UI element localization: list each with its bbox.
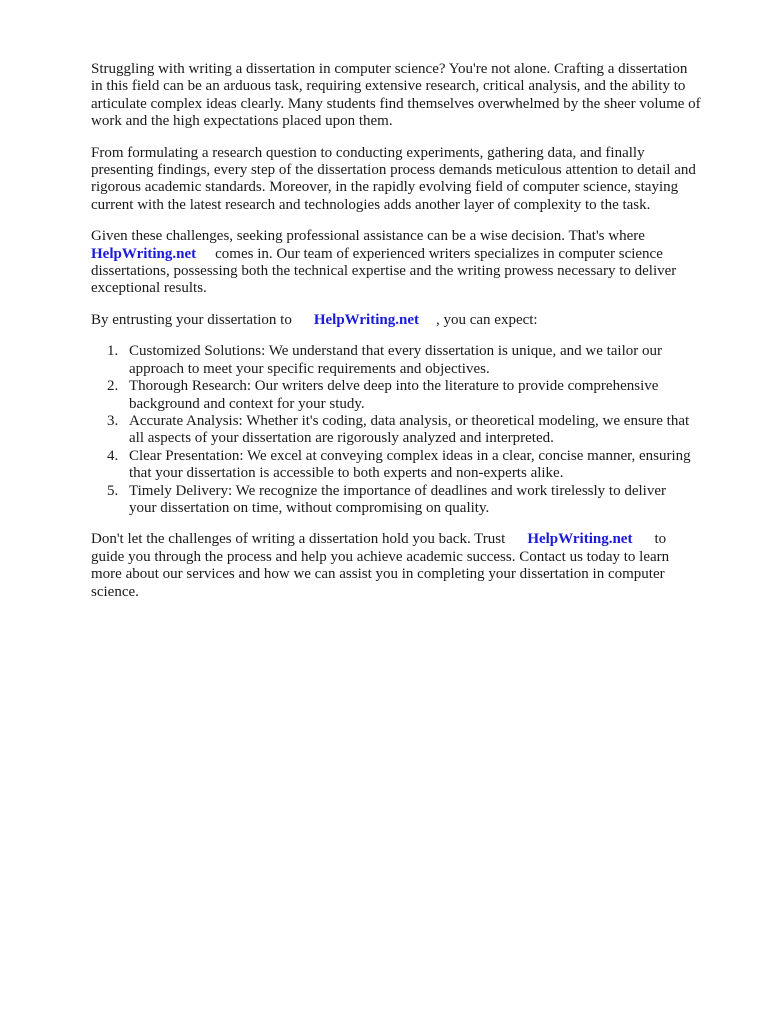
list-number: 1. — [107, 343, 119, 360]
text-line: current with the latest research and technologies adds another layer of complexity to the task. — [91, 196, 651, 213]
list-number: 2. — [107, 378, 119, 395]
text-line: Accurate Analysis: Whether it's coding, data analysis, or theoretical modeling, we ensure that — [129, 412, 690, 429]
text-fragment: Don't let the challenges of writing a dissertation hold you back. Trust — [91, 531, 506, 548]
process-paragraph — [91, 145, 731, 215]
text-line: presenting findings, every step of the dissertation process demands meticulous attention to detail and — [91, 162, 696, 179]
list-number: 5. — [107, 482, 119, 499]
intro-paragraph — [91, 61, 731, 131]
text-line: Struggling with writing a dissertation in computer science? You're not alone. Crafting a dissertation — [91, 61, 688, 77]
text-line: Thorough Research: Our writers delve deep into the literature to provide comprehensive — [129, 378, 659, 395]
text-line: background and context for your study. — [129, 395, 365, 412]
text-line: dissertations, possessing both the technical expertise and the writing prowess necessary to deliver — [91, 263, 677, 280]
list-number: 3. — [107, 412, 119, 429]
text-line — [91, 312, 731, 329]
text-line: in this field can be an arduous task, requiring extensive research, critical analysis, and the ability to — [91, 78, 686, 95]
text-line: approach to meet your specific requirements and objectives. — [129, 360, 490, 377]
text-line: articulate complex ideas clearly. Many students find themselves overwhelmed by the sheer volume of — [91, 95, 701, 112]
text-fragment: By entrusting your dissertation to — [91, 311, 292, 328]
text-line: From formulating a research question to conducting experiments, gathering data, and finally — [91, 144, 645, 161]
text-fragment: to — [654, 531, 667, 548]
text-line: Customized Solutions: We understand that every dissertation is unique, and we tailor our — [129, 343, 663, 360]
list-item — [91, 483, 731, 518]
assistance-paragraph — [91, 228, 731, 298]
text-fragment: comes in. Our team of experienced writers specializes in computer science — [215, 245, 663, 262]
text-line: work and the high expectations placed upon them. — [91, 113, 393, 130]
text-line: rigorous academic standards. Moreover, in the rapidly evolving field of computer science, staying — [91, 179, 679, 196]
text-line: Given these challenges, seeking professional assistance can be a wise decision. That's where — [91, 228, 645, 245]
text-line: that your dissertation is accessible to both experts and non-experts alike. — [129, 465, 564, 482]
text-line: more about our services and how we can assist you in completing your dissertation in computer — [91, 566, 665, 583]
text-line: Timely Delivery: We recognize the importance of deadlines and work tirelessly to deliver — [129, 482, 666, 499]
list-item — [91, 448, 731, 483]
list-item — [91, 343, 731, 378]
helpwriting-link[interactable]: HelpWriting.net — [313, 311, 419, 328]
text-line — [91, 531, 731, 548]
document-page — [91, 61, 731, 615]
expectation-paragraph — [91, 312, 731, 329]
text-line: guide you through the process and help you achieve academic success. Contact us today to learn — [91, 548, 670, 565]
text-line: your dissertation on time, without compromising on quality. — [129, 499, 490, 516]
list-item — [91, 413, 731, 448]
text-line: science. — [91, 583, 139, 600]
text-fragment: , you can expect: — [435, 311, 538, 328]
helpwriting-link[interactable]: HelpWriting.net — [91, 245, 197, 262]
benefits-list — [91, 343, 731, 517]
text-line: exceptional results. — [91, 280, 207, 297]
closing-paragraph — [91, 531, 731, 601]
text-line: Clear Presentation: We excel at conveying complex ideas in a clear, concise manner, ensuring — [129, 447, 691, 464]
list-number: 4. — [107, 447, 119, 464]
list-item — [91, 378, 731, 413]
text-line — [91, 246, 731, 263]
text-line: all aspects of your dissertation are rigorously analyzed and interpreted. — [129, 430, 554, 447]
helpwriting-link[interactable]: HelpWriting.net — [527, 531, 633, 548]
